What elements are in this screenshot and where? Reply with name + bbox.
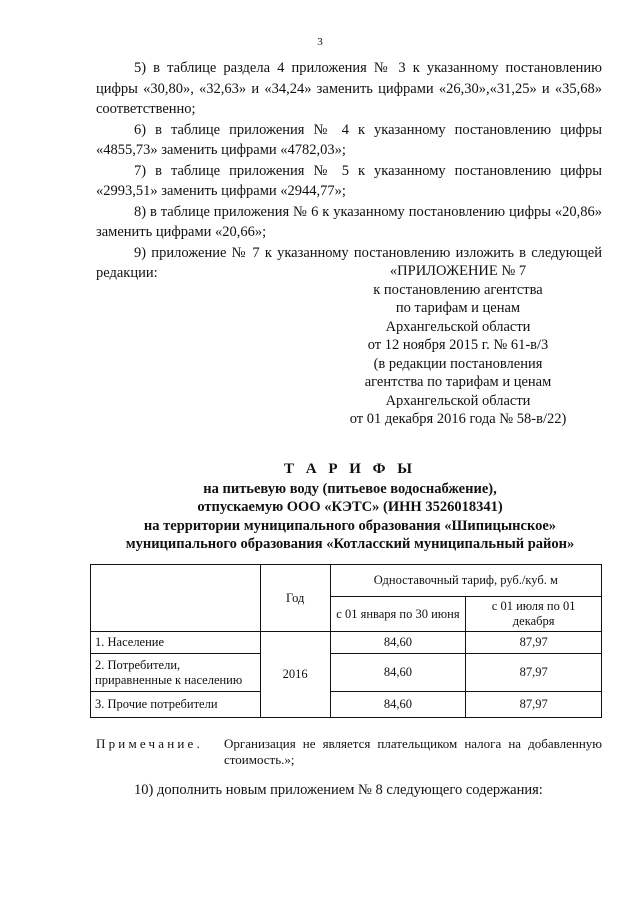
table-row [91, 692, 602, 718]
appendix-line: (в редакции постановления [373, 355, 543, 372]
title-line: на территории муниципального образования «Шипицынское» [143, 517, 557, 534]
table-row [91, 654, 602, 692]
title-line: на питьевую воду (питьевое водоснабжение), [203, 480, 497, 497]
note-label: Примечание. [96, 736, 203, 751]
row-label: 1. Население [91, 632, 261, 654]
amendment-item-6: 6) в таблице приложения № 4 к указанному постановлению цифры «4855,73» заменить цифрами «4782,03»; [96, 121, 602, 158]
row-label: 3. Прочие потребители [91, 692, 261, 718]
tariff-value: 84,60 [330, 632, 466, 654]
appendix-line: от 12 ноября 2015 г. № 61-в/3 [367, 337, 549, 353]
tariff-value: 87,97 [466, 654, 602, 692]
appendix-line: Архангельской области [385, 392, 531, 409]
row-label: 2. Потребители, приравненные к населению [91, 654, 261, 692]
amendment-item-9: 9) приложение № 7 к указанному постановлению изложить в следующей редакции: [96, 244, 602, 281]
header-period-1: с 01 января по 30 июня [330, 597, 466, 632]
amendment-item-5: 5) в таблице раздела 4 приложения № 3 к указанному постановлению цифры «30,80», «32,63» и «34,24» заменить цифрами «26,30»,«31,25» и «35,68» соответственно; [96, 60, 602, 117]
note-block [96, 736, 602, 768]
amendment-item-10: 10) дополнить новым приложением № 8 следующего содержания: [134, 782, 543, 798]
appendix-header [338, 262, 578, 429]
title-heading: Т А Р И Ф Ы [283, 461, 417, 477]
header-period-2: с 01 июля по 01 декабря [466, 597, 602, 632]
tariff-value: 84,60 [330, 692, 466, 718]
tariff-table [90, 564, 602, 718]
note-text: Организация не является плательщиком налога на добавленную стоимость.»; [224, 736, 602, 767]
header-tariff: Одноставочный тариф, руб./куб. м [330, 565, 601, 597]
appendix-line: «ПРИЛОЖЕНИЕ № 7 [389, 263, 527, 279]
amendment-item-7: 7) в таблице приложения № 5 к указанному постановлению цифры «2993,51» заменить цифрами «2944,77»; [96, 162, 602, 199]
header-empty-cell [91, 565, 261, 632]
tariff-title [80, 460, 620, 554]
page-number: 3 [317, 36, 323, 48]
appendix-line: Архангельской области [385, 318, 531, 335]
tariff-value: 87,97 [466, 632, 602, 654]
header-year: Год [260, 565, 330, 632]
title-line: отпускаемую ООО «КЭТС» (ИНН 3526018341) [197, 499, 503, 515]
year-cell: 2016 [260, 632, 330, 718]
table-row [91, 632, 602, 654]
amendment-item-8: 8) в таблице приложения № 6 к указанному постановлению цифры «20,86» заменить цифрами «20,66»; [96, 203, 602, 240]
tariff-value: 84,60 [330, 654, 466, 692]
amendment-list [96, 58, 602, 284]
appendix-line: к постановлению агентства [373, 281, 543, 298]
title-line: муниципального образования «Котласский муниципальный район» [125, 536, 575, 552]
appendix-line: от 01 декабря 2016 года № 58-в/22) [349, 411, 567, 427]
tariff-value: 87,97 [466, 692, 602, 718]
appendix-line: агентства по тарифам и ценам [364, 374, 552, 390]
appendix-line: по тарифам и ценам [395, 300, 521, 316]
